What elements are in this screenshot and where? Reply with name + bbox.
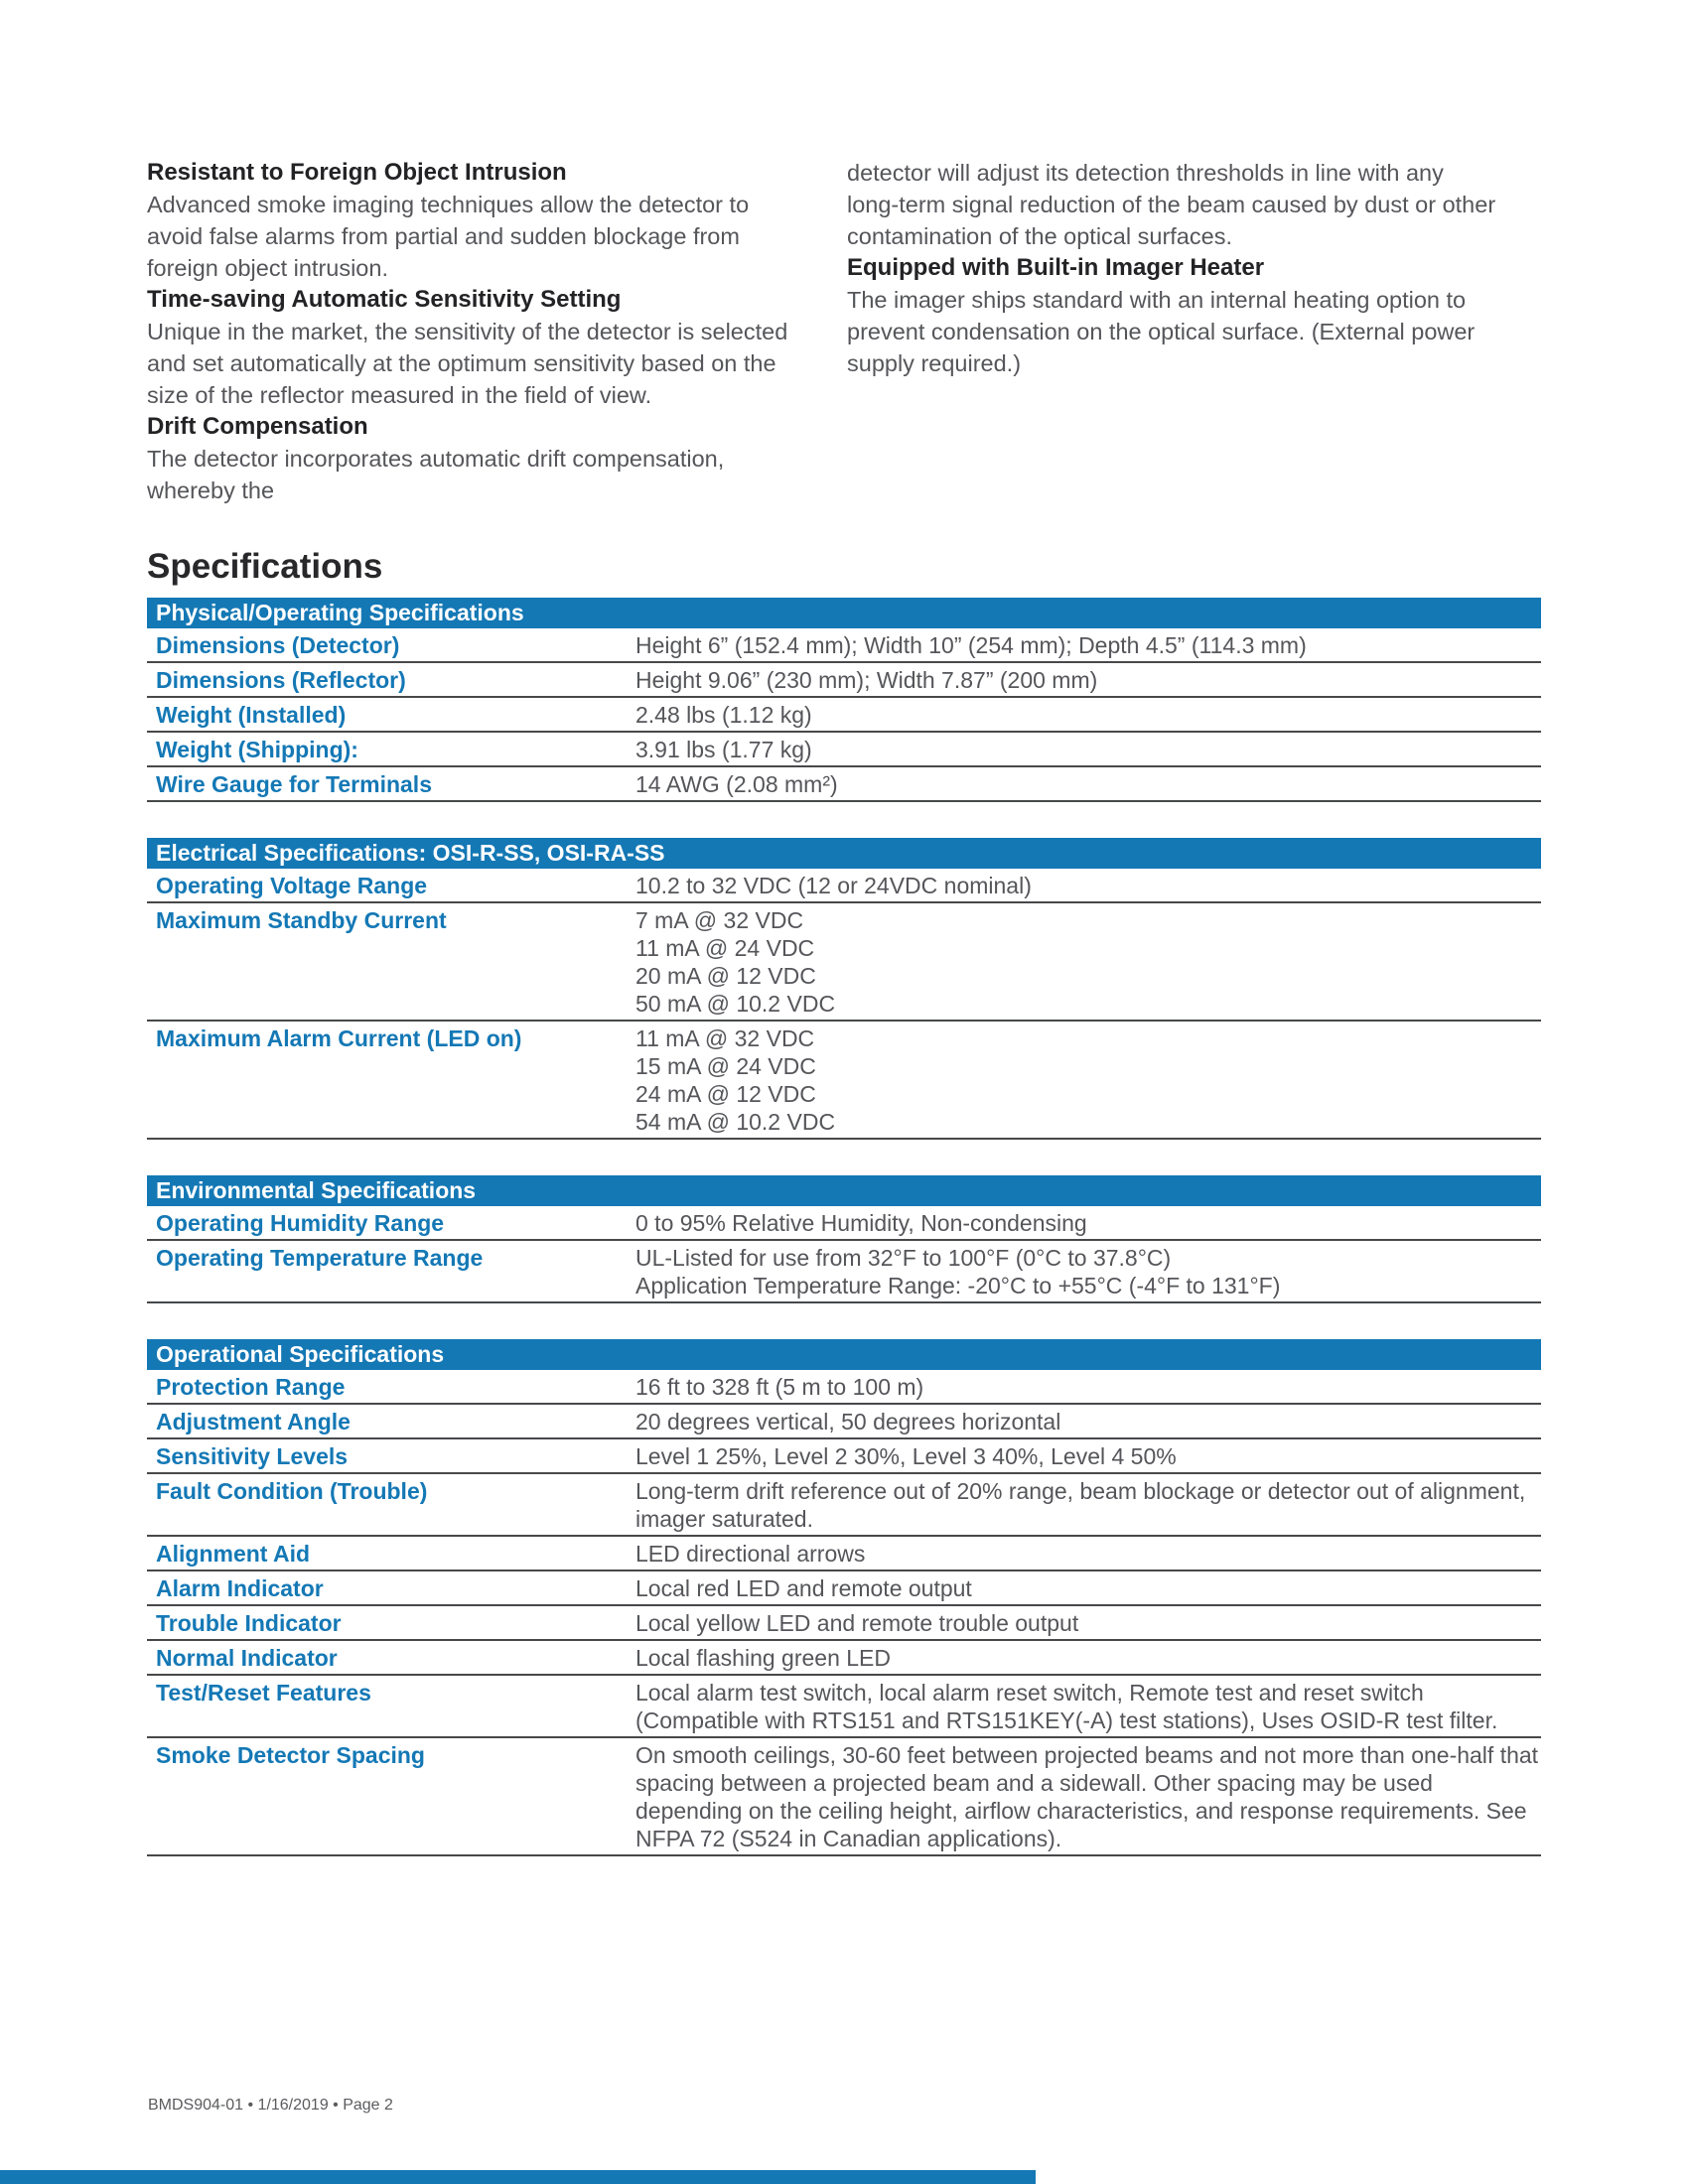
value-line: Local alarm test switch, local alarm reset switch, Remote test and reset switch (Compatible with RTS151 and RTS151KEY(-A) test stations), Uses OSID-R test filter. [635,1680,1498,1733]
row-label: Weight (Shipping): [156,737,358,762]
value-line: Application Temperature Range: -20°C to +55°C (-4°F to 131°F) [635,1273,1281,1298]
row-value [635,631,1541,659]
value-line: 14 AWG (2.08 mm²) [635,771,838,797]
specifications-title: Specifications [147,547,383,586]
intro-section-heading: Drift Compensation [147,413,368,440]
table-row [147,1641,1541,1676]
value-line: 15 mA @ 24 VDC [635,1053,816,1079]
value-line: 24 mA @ 12 VDC [635,1081,816,1107]
intro-section-heading: Time-saving Automatic Sensitivity Setting [147,286,622,313]
row-label: Weight (Installed) [156,702,347,728]
value-line: 50 mA @ 10.2 VDC [635,991,836,1017]
row-label: Operating Voltage Range [156,873,428,898]
row-value [635,1442,1541,1470]
table-row [147,698,1541,733]
row-label: Smoke Detector Spacing [156,1742,425,1768]
intro-paragraph: The detector incorporates automatic drift compensation, whereby the [147,446,725,503]
value-line: 11 mA @ 24 VDC [635,935,815,961]
table-row [147,903,1541,1022]
table-row [147,1022,1541,1140]
table-row [147,1439,1541,1474]
intro-section-heading: Resistant to Foreign Object Intrusion [147,159,567,186]
row-value [635,1408,1541,1435]
table-row [147,1738,1541,1856]
row-label: Trouble Indicator [156,1610,342,1636]
row-value [635,701,1541,729]
table-row [147,1206,1541,1241]
value-line: UL-Listed for use from 32°F to 100°F (0°C to 37.8°C) [635,1245,1172,1271]
row-label: Maximum Alarm Current (LED on) [156,1025,522,1051]
value-line: 3.91 lbs (1.77 kg) [635,737,812,762]
spec-table [147,838,1541,1140]
value-line: Long-term drift reference out of 20% range, beam blockage or detector out of alignment, imager saturated. [635,1478,1526,1532]
row-value [635,1741,1541,1852]
spec-tables [147,598,1541,1856]
row-value [635,1477,1541,1533]
value-line: 54 mA @ 10.2 VDC [635,1109,836,1135]
row-label: Dimensions (Reflector) [156,667,406,693]
value-line: Level 1 25%, Level 2 30%, Level 3 40%, Level 4 50% [635,1443,1177,1469]
value-line: Local flashing green LED [635,1645,891,1671]
table-row [147,1606,1541,1641]
row-value [635,666,1541,694]
table-row [147,1571,1541,1606]
table-row [147,1474,1541,1537]
intro-left-column [147,157,797,506]
row-value [635,1540,1541,1568]
row-label: Operating Humidity Range [156,1210,445,1236]
table-header-bar: Electrical Specifications: OSI-R-SS, OSI-RA-SS [147,838,1541,869]
row-label: Alarm Indicator [156,1575,324,1601]
row-value [635,1373,1541,1401]
intro-paragraph: Advanced smoke imaging techniques allow the detector to avoid false alarms from partial and sudden blockage from foreign object intrusion. [147,192,750,281]
row-label: Test/Reset Features [156,1680,371,1706]
row-label: Fault Condition (Trouble) [156,1478,428,1504]
spec-table [147,1175,1541,1303]
value-line: LED directional arrows [635,1541,866,1567]
row-label: Adjustment Angle [156,1409,351,1434]
table-row [147,1537,1541,1571]
table-row [147,1241,1541,1303]
value-line: Local yellow LED and remote trouble output [635,1610,1079,1636]
intro-section [147,157,1541,506]
row-value [635,906,1541,1018]
page-content [147,157,1541,1892]
row-value [635,1574,1541,1602]
intro-section-heading: Equipped with Built-in Imager Heater [847,254,1265,281]
table-row [147,628,1541,663]
table-row [147,1676,1541,1738]
row-value [635,1644,1541,1672]
row-label: Wire Gauge for Terminals [156,771,432,797]
bottom-accent-bar [0,2170,1036,2184]
row-label: Normal Indicator [156,1645,338,1671]
row-label: Sensitivity Levels [156,1443,349,1469]
row-label: Alignment Aid [156,1541,311,1567]
value-line: 11 mA @ 32 VDC [635,1025,815,1051]
value-line: Height 9.06” (230 mm); Width 7.87” (200 mm) [635,667,1098,693]
table-row [147,663,1541,698]
value-line: 7 mA @ 32 VDC [635,907,804,933]
spec-table [147,598,1541,802]
row-value [635,736,1541,763]
value-line: On smooth ceilings, 30-60 feet between projected beams and not more than one-half that spacing between a projected beam and a sidewall. Other spacing may be used depending on the ceiling height, airflow characteristics, and response requirements. See NFPA 72 (S524 in Canadian applications). [635,1742,1539,1851]
table-row [147,869,1541,903]
value-line: 20 mA @ 12 VDC [635,963,816,989]
spec-table [147,1339,1541,1856]
table-row [147,733,1541,767]
table-header-bar: Operational Specifications [147,1339,1541,1370]
row-label: Dimensions (Detector) [156,632,400,658]
intro-paragraph: Unique in the market, the sensitivity of the detector is selected and set automatically at the optimum sensitivity based on the size of the reflector measured in the field of view. [147,319,788,408]
table-row [147,1405,1541,1439]
table-header-bar: Physical/Operating Specifications [147,598,1541,628]
value-line: 20 degrees vertical, 50 degrees horizontal [635,1409,1061,1434]
footer-text: BMDS904-01 • 1/16/2019 • Page 2 [148,2097,393,2114]
value-line: Local red LED and remote output [635,1575,972,1601]
row-value [635,1209,1541,1237]
intro-paragraph: The imager ships standard with an internal heating option to prevent condensation on the optical surface. (External power supply required.) [847,287,1476,376]
table-header-bar: Environmental Specifications [147,1175,1541,1206]
intro-paragraph: detector will adjust its detection thresholds in line with any long-term signal reduction of the beam caused by dust or other contamination of the optical surfaces. [847,160,1496,249]
intro-right-column [847,157,1497,506]
row-label: Protection Range [156,1374,346,1400]
table-row [147,767,1541,802]
value-line: Height 6” (152.4 mm); Width 10” (254 mm); Depth 4.5” (114.3 mm) [635,632,1307,658]
row-value [635,1024,1541,1136]
row-value [635,872,1541,899]
value-line: 0 to 95% Relative Humidity, Non-condensing [635,1210,1087,1236]
table-row [147,1370,1541,1405]
row-value [635,1609,1541,1637]
row-value [635,1679,1541,1734]
value-line: 10.2 to 32 VDC (12 or 24VDC nominal) [635,873,1032,898]
row-value [635,1244,1541,1299]
value-line: 16 ft to 328 ft (5 m to 100 m) [635,1374,924,1400]
row-label: Maximum Standby Current [156,907,447,933]
value-line: 2.48 lbs (1.12 kg) [635,702,812,728]
row-label: Operating Temperature Range [156,1245,484,1271]
row-value [635,770,1541,798]
